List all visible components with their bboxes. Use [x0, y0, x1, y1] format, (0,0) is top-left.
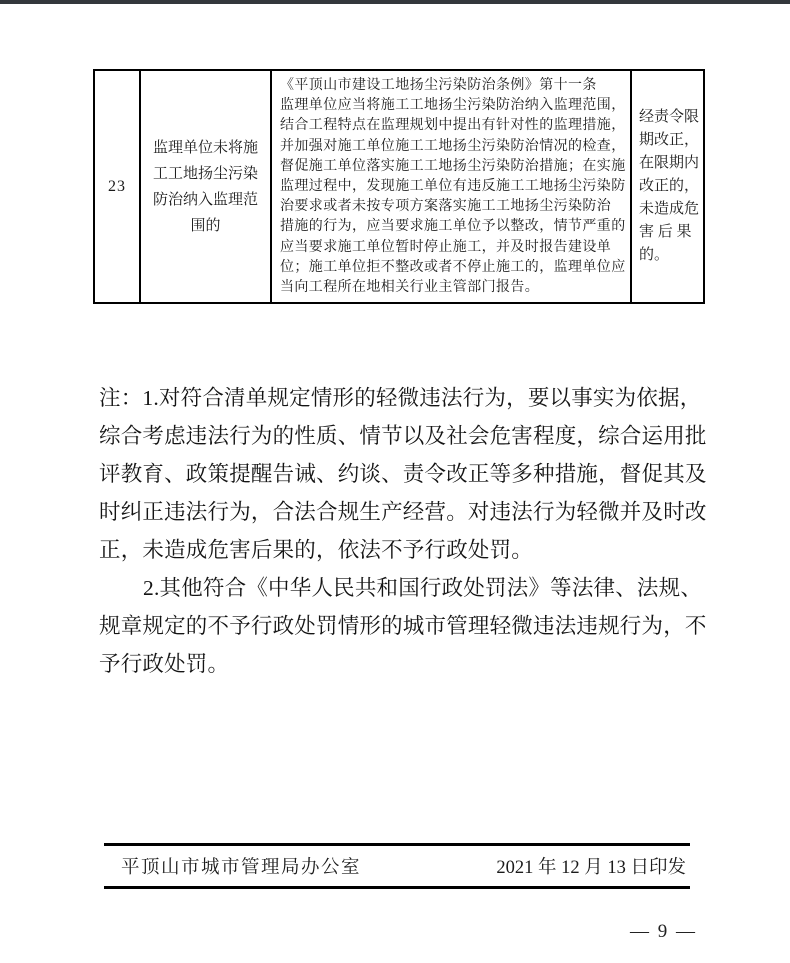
- regulation-text-line: 督促施工单位落实施工工地扬尘污染防治措施；在实施: [280, 158, 626, 174]
- handling-cell: [631, 70, 704, 303]
- regulation-text-line: 当向工程所在地相关行业主管部门报告。: [280, 280, 540, 296]
- note-text-line: 2.其他符合《中华人民共和国行政处罚法》等法律、法规、: [143, 576, 703, 600]
- regulation-text-line: 治要求或者未按专项方案落实施工工地扬尘污染防治: [280, 199, 612, 215]
- regulation-text-line: 位；施工单位拒不整改或者不停止施工的，监理单位应: [280, 259, 626, 275]
- note-text-line: 正，未造成危害后果的，依法不予行政处罚。: [99, 538, 534, 562]
- note-text-line: 评教育、政策提醒告诫、约谈、责令改正等多种措施，督促其及: [99, 462, 707, 486]
- note-text-line: 时纠正违法行为，合法合规生产经营。对违法行为轻微并及时改: [99, 500, 707, 524]
- regulation-cell: [271, 70, 631, 303]
- regulation-text-line: 应当要求施工单位暂时停止施工，并及时报告建设单: [280, 239, 612, 255]
- note-text-line: 予行政处罚。: [99, 652, 230, 676]
- violation-text-line: 围的: [190, 217, 221, 234]
- note-text-line: 规章规定的不予行政处罚情形的城市管理轻微违法违规行为，不: [99, 614, 707, 638]
- handling-text-line: 期改正，: [639, 132, 700, 149]
- regulation-text-line: 《平顶山市建设工地扬尘污染防治条例》第十一条: [280, 78, 597, 93]
- violation-text-line: 工工地扬尘污染: [152, 165, 258, 182]
- handling-text-line: 在限期内: [639, 155, 700, 172]
- row-index: 23: [108, 177, 126, 195]
- footer-print-date: 2021 年 12 月 13 日印发: [496, 858, 686, 878]
- notes-section: [99, 379, 719, 683]
- violation-text-line: 监理单位未将施: [152, 139, 258, 156]
- regulation-text-line: 结合工程特点在监理规划中提出有针对性的监理措施，: [280, 118, 626, 134]
- handling-text-line: 经责令限: [639, 109, 700, 126]
- row-index-cell: [94, 70, 140, 303]
- table-row: [94, 70, 704, 303]
- footer-issuer: 平顶山市城市管理局办公室: [121, 858, 362, 878]
- regulation-text-line: 措施的行为，应当要求施工单位予以整改，情节严重的: [280, 219, 626, 235]
- violation-cell: [140, 70, 271, 303]
- page-number: — 9 —: [630, 921, 697, 942]
- violation-text-line: 防治纳入监理范: [152, 191, 258, 208]
- regulation-text-line: 并加强对施工单位施工工地扬尘污染防治情况的检查，: [280, 138, 626, 154]
- note-text-line: 注：1.对符合清单规定情形的轻微违法行为，要以事实为依据，: [99, 386, 702, 410]
- handling-text-line: 害 后 果: [639, 224, 692, 241]
- regulation-text-line: 监理单位应当将施工工地扬尘污染防治纳入监理范围，: [280, 98, 626, 114]
- scan-edge-artifact: [0, 0, 790, 4]
- handling-text-line: 未造成危: [639, 201, 700, 218]
- note-text-line: 综合考虑违法行为的性质、情节以及社会危害程度，综合运用批: [99, 424, 707, 448]
- handling-text-line: 改正的，: [639, 178, 700, 195]
- document-footer: [104, 843, 690, 889]
- handling-text-line: 的。: [639, 247, 670, 264]
- violation-list-table: [93, 69, 705, 304]
- regulation-text-line: 监理过程中，发现施工单位有违反施工工地扬尘污染防: [280, 179, 626, 195]
